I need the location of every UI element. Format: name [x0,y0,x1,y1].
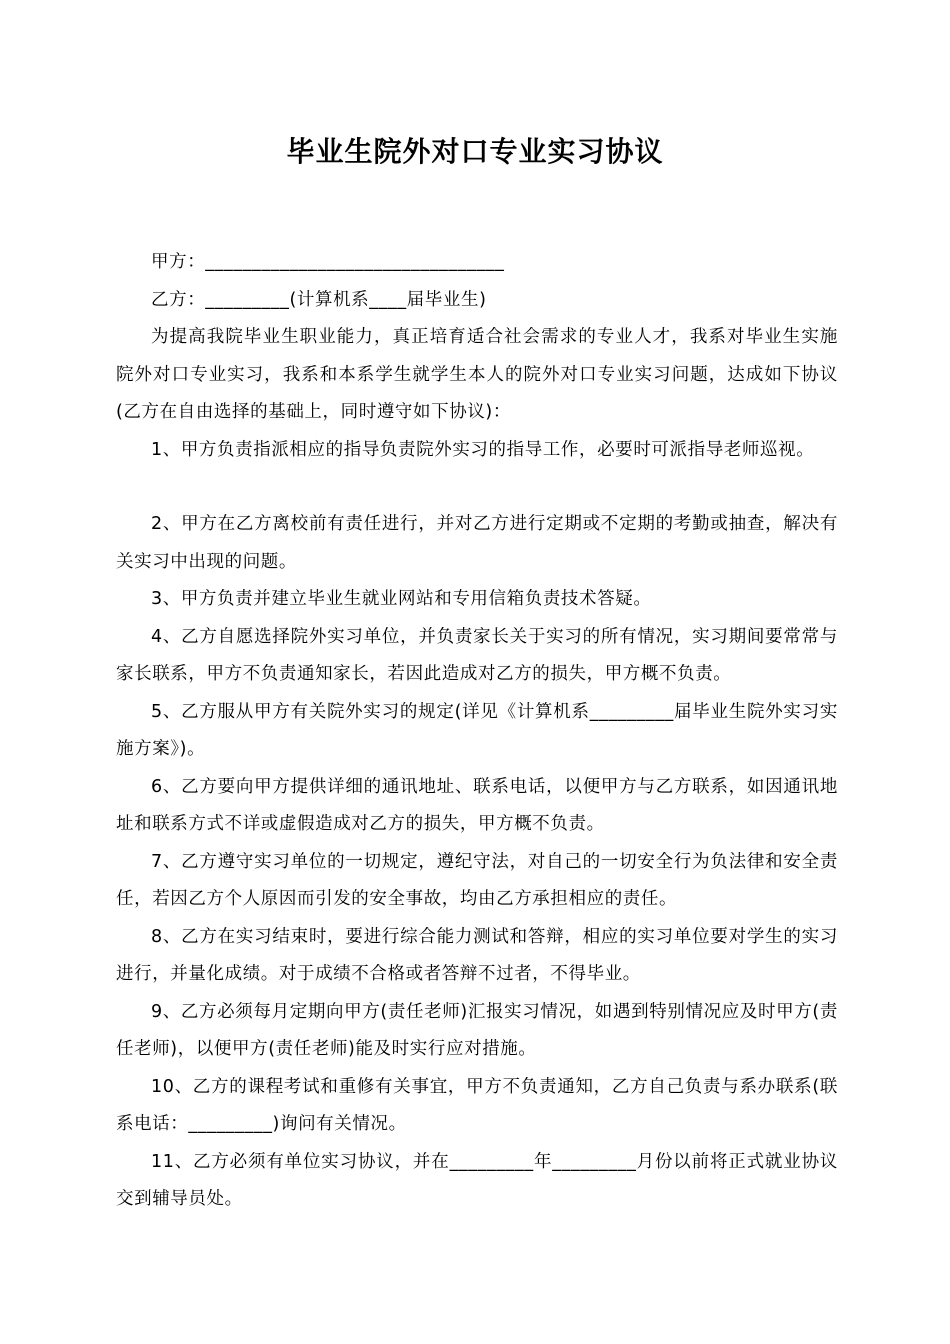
clause-6: 6、乙方要向甲方提供详细的通讯地址、联系电话，以便甲方与乙方联系，如因通讯地址和联系方式不详或虚假造成对乙方的损失，甲方概不负责。 [116,776,838,834]
clause-9: 9、乙方必须每月定期向甲方(责任老师)汇报实习情况，如遇到特别情况应及时甲方(责任老师)，以便甲方(责任老师)能及时实行应对措施。 [116,1001,838,1059]
clause-3: 3、甲方负责并建立毕业生就业网站和专用信箱负责技术答疑。 [151,589,652,609]
party-b-line: 乙方：_________(计算机系____届毕业生) [151,289,487,310]
clause-8: 8、乙方在实习结束时，要进行综合能力测试和答辩，相应的实习单位要对学生的实习进行，并量化成绩。对于成绩不合格或者答辩不过者，不得毕业。 [116,926,838,984]
clause-11: 11、乙方必须有单位实习协议，并在_________年_________月份以前将正式就业协议交到辅导员处。 [116,1151,838,1209]
clause-1: 1、甲方负责指派相应的指导负责院外实习的指导工作，必要时可派指导老师巡视。 [151,439,815,460]
clause-7: 7、乙方遵守实习单位的一切规定，遵纪守法，对自己的一切安全行为负法律和安全责任，若因乙方个人原因而引发的安全事故，均由乙方承担相应的责任。 [116,851,838,909]
party-a-line: 甲方：________________________________ [151,252,505,272]
clause-10: 10、乙方的课程考试和重修有关事宜，甲方不负责通知，乙方自己负责与系办联系(联系电话：_________)询问有关情况。 [116,1076,838,1134]
clause-5: 5、乙方服从甲方有关院外实习的规定(详见《计算机系_________届毕业生院外实习实施方案》)。 [116,701,838,759]
intro-paragraph: 为提高我院毕业生职业能力，真正培育适合社会需求的专业人才，我系对毕业生实施院外对口专业实习，我系和本系学生就学生本人的院外对口专业实习问题，达成如下协议(乙方在自由选择的基础上，同时遵守如下协议)： [116,327,838,422]
document-body [116,244,838,1219]
clause-4: 4、乙方自愿选择院外实习单位，并负责家长关于实习的所有情况，实习期间要常常与家长联系，甲方不负责通知家长，若因此造成对乙方的损失，甲方概不负责。 [116,626,838,684]
document-title: 毕业生院外对口专业实习协议 [286,135,664,168]
clause-2: 2、甲方在乙方离校前有责任进行，并对乙方进行定期或不定期的考勤或抽查，解决有关实习中出现的问题。 [116,514,838,572]
